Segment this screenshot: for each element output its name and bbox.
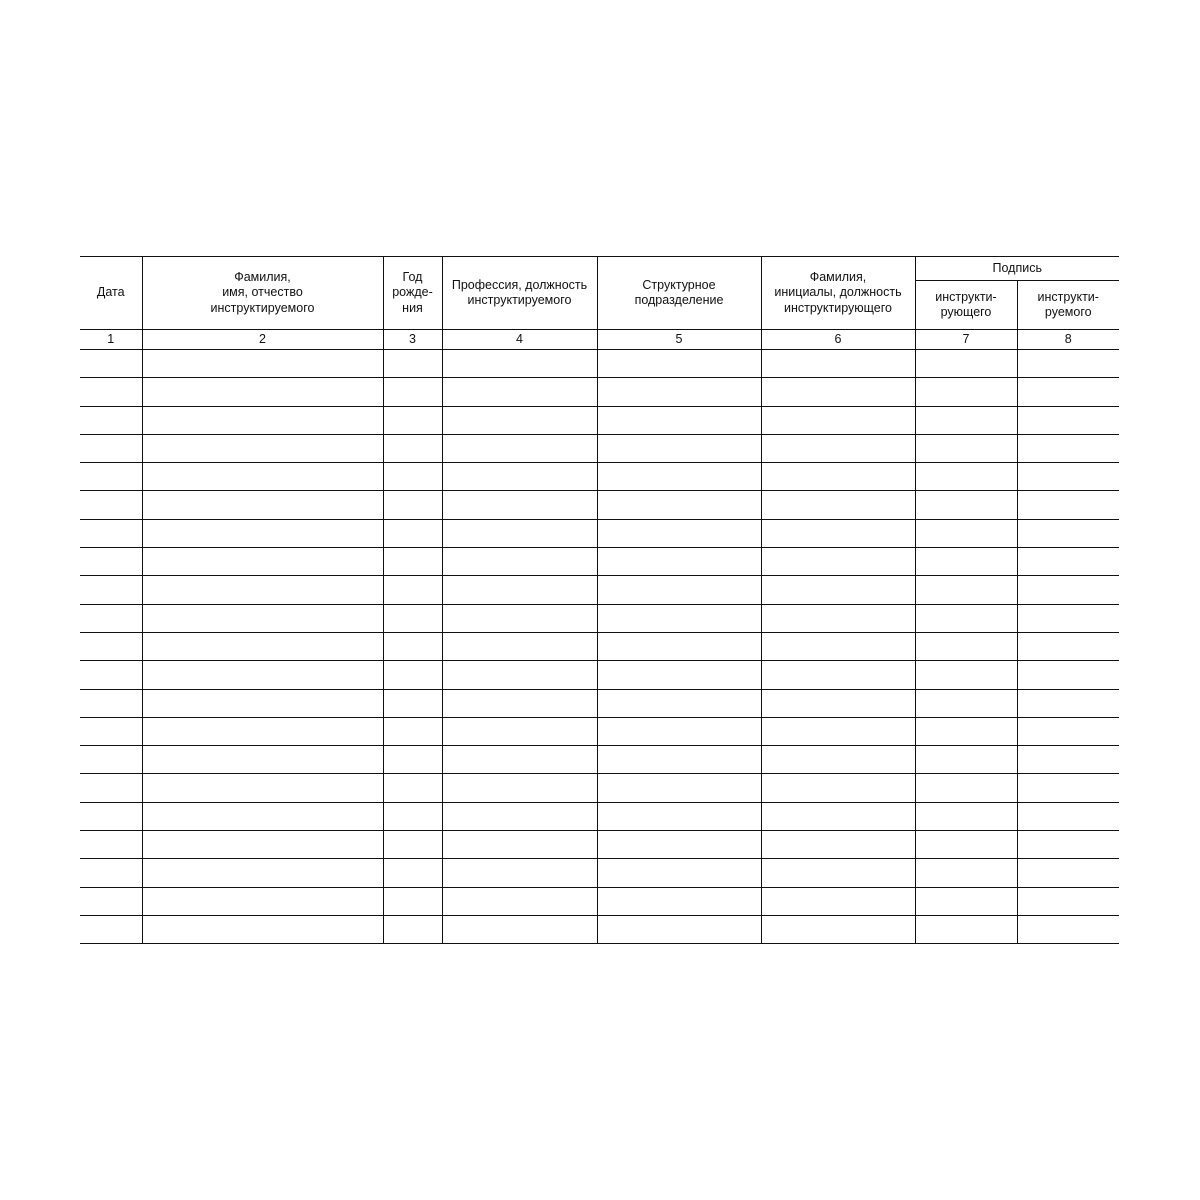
header-trainee-signature: инструкти- руемого xyxy=(1017,281,1119,330)
table-cell[interactable] xyxy=(1017,491,1119,519)
header-date: Дата xyxy=(80,257,142,330)
table-cell[interactable] xyxy=(442,350,597,378)
table-cell[interactable] xyxy=(597,774,761,802)
table-row xyxy=(80,406,1119,434)
column-number: 8 xyxy=(1017,330,1119,350)
table-cell[interactable] xyxy=(142,632,383,660)
table-cell[interactable] xyxy=(761,350,915,378)
column-number: 5 xyxy=(597,330,761,350)
table-cell[interactable] xyxy=(383,661,442,689)
table-cell[interactable] xyxy=(80,632,142,660)
table-cell[interactable] xyxy=(761,604,915,632)
table-cell[interactable] xyxy=(383,519,442,547)
table-cell[interactable] xyxy=(142,689,383,717)
table-cell[interactable] xyxy=(442,746,597,774)
table-cell[interactable] xyxy=(383,604,442,632)
table-cell[interactable] xyxy=(142,519,383,547)
table-row xyxy=(80,661,1119,689)
table-cell[interactable] xyxy=(383,406,442,434)
table-row xyxy=(80,717,1119,745)
table-cell[interactable] xyxy=(142,406,383,434)
table-cell[interactable] xyxy=(1017,548,1119,576)
table-cell[interactable] xyxy=(442,915,597,943)
table-cell[interactable] xyxy=(915,548,1017,576)
table-cell[interactable] xyxy=(761,434,915,462)
table-cell[interactable] xyxy=(142,463,383,491)
table-cell[interactable] xyxy=(1017,463,1119,491)
table-cell[interactable] xyxy=(597,689,761,717)
table-cell[interactable] xyxy=(1017,746,1119,774)
table-cell[interactable] xyxy=(442,661,597,689)
table-cell[interactable] xyxy=(80,661,142,689)
column-number: 4 xyxy=(442,330,597,350)
table-cell[interactable] xyxy=(915,915,1017,943)
table-cell[interactable] xyxy=(442,434,597,462)
table-cell[interactable] xyxy=(80,576,142,604)
table-cell[interactable] xyxy=(142,746,383,774)
table-cell[interactable] xyxy=(442,802,597,830)
table-cell[interactable] xyxy=(1017,434,1119,462)
table-cell[interactable] xyxy=(442,774,597,802)
table-cell[interactable] xyxy=(915,406,1017,434)
column-number-row xyxy=(80,330,1119,350)
table-cell[interactable] xyxy=(80,406,142,434)
table-cell[interactable] xyxy=(383,774,442,802)
table-cell[interactable] xyxy=(142,802,383,830)
table-cell[interactable] xyxy=(383,915,442,943)
table-cell[interactable] xyxy=(383,689,442,717)
table-cell[interactable] xyxy=(142,434,383,462)
table-row xyxy=(80,519,1119,547)
table-cell[interactable] xyxy=(597,746,761,774)
table-cell[interactable] xyxy=(915,350,1017,378)
table-cell[interactable] xyxy=(142,548,383,576)
header-trainee-full-name: Фамилия, имя, отчество инструктируемого xyxy=(142,257,383,330)
table-cell[interactable] xyxy=(915,434,1017,462)
table-cell[interactable] xyxy=(597,434,761,462)
table-cell[interactable] xyxy=(80,491,142,519)
table-cell[interactable] xyxy=(442,576,597,604)
table-cell[interactable] xyxy=(442,717,597,745)
table-cell[interactable] xyxy=(142,717,383,745)
table-cell[interactable] xyxy=(761,519,915,547)
table-cell[interactable] xyxy=(1017,378,1119,406)
table-cell[interactable] xyxy=(383,548,442,576)
table-cell[interactable] xyxy=(383,378,442,406)
table-cell[interactable] xyxy=(915,831,1017,859)
table-cell[interactable] xyxy=(383,802,442,830)
table-cell[interactable] xyxy=(442,519,597,547)
table-cell[interactable] xyxy=(80,519,142,547)
table-cell[interactable] xyxy=(142,491,383,519)
table-cell[interactable] xyxy=(383,434,442,462)
table-cell[interactable] xyxy=(915,378,1017,406)
table-row xyxy=(80,632,1119,660)
table-cell[interactable] xyxy=(142,915,383,943)
table-cell[interactable] xyxy=(80,434,142,462)
table-cell[interactable] xyxy=(142,859,383,887)
table-cell[interactable] xyxy=(597,548,761,576)
table-row xyxy=(80,689,1119,717)
table-cell[interactable] xyxy=(915,689,1017,717)
table-cell[interactable] xyxy=(80,774,142,802)
table-cell[interactable] xyxy=(383,717,442,745)
table-cell[interactable] xyxy=(761,632,915,660)
table-cell[interactable] xyxy=(80,350,142,378)
table-cell[interactable] xyxy=(80,887,142,915)
table-cell[interactable] xyxy=(761,831,915,859)
header-signature-group: Подпись xyxy=(915,257,1119,281)
table-row xyxy=(80,831,1119,859)
table-row xyxy=(80,463,1119,491)
table-cell[interactable] xyxy=(1017,576,1119,604)
table-cell[interactable] xyxy=(1017,632,1119,660)
table-cell[interactable] xyxy=(761,378,915,406)
table-cell[interactable] xyxy=(383,576,442,604)
table-cell[interactable] xyxy=(383,859,442,887)
header-trainee-position: Профессия, должность инструктируемого xyxy=(442,257,597,330)
table-row xyxy=(80,604,1119,632)
table-cell[interactable] xyxy=(597,519,761,547)
table-cell[interactable] xyxy=(142,350,383,378)
table-cell[interactable] xyxy=(142,887,383,915)
table-cell[interactable] xyxy=(597,915,761,943)
header-row xyxy=(80,257,1119,281)
table-cell[interactable] xyxy=(761,802,915,830)
table-cell[interactable] xyxy=(383,491,442,519)
header-instructor-name: Фамилия, инициалы, должность инструктирующего xyxy=(761,257,915,330)
table-row xyxy=(80,859,1119,887)
table-cell[interactable] xyxy=(597,491,761,519)
table-cell[interactable] xyxy=(597,463,761,491)
table-cell[interactable] xyxy=(1017,859,1119,887)
table-cell[interactable] xyxy=(761,491,915,519)
table-cell[interactable] xyxy=(1017,774,1119,802)
table-cell[interactable] xyxy=(597,350,761,378)
table-cell[interactable] xyxy=(1017,887,1119,915)
column-number: 2 xyxy=(142,330,383,350)
table-cell[interactable] xyxy=(383,632,442,660)
table-cell[interactable] xyxy=(915,859,1017,887)
table-cell[interactable] xyxy=(761,746,915,774)
table-cell[interactable] xyxy=(442,548,597,576)
table-cell[interactable] xyxy=(915,491,1017,519)
table-cell[interactable] xyxy=(442,604,597,632)
table-cell[interactable] xyxy=(80,802,142,830)
table-cell[interactable] xyxy=(142,661,383,689)
table-cell[interactable] xyxy=(442,632,597,660)
table-cell[interactable] xyxy=(1017,661,1119,689)
table-row xyxy=(80,802,1119,830)
column-number: 1 xyxy=(80,330,142,350)
table-cell[interactable] xyxy=(915,717,1017,745)
table-cell[interactable] xyxy=(915,632,1017,660)
table-cell[interactable] xyxy=(1017,802,1119,830)
table-cell[interactable] xyxy=(915,887,1017,915)
table-cell[interactable] xyxy=(597,717,761,745)
table-cell[interactable] xyxy=(761,661,915,689)
table-cell[interactable] xyxy=(761,859,915,887)
table-cell[interactable] xyxy=(761,915,915,943)
table-cell[interactable] xyxy=(383,831,442,859)
table-cell[interactable] xyxy=(80,548,142,576)
table-cell[interactable] xyxy=(142,378,383,406)
table-cell[interactable] xyxy=(80,859,142,887)
table-cell[interactable] xyxy=(597,831,761,859)
table-cell[interactable] xyxy=(597,859,761,887)
table-cell[interactable] xyxy=(597,887,761,915)
table-cell[interactable] xyxy=(597,802,761,830)
table-cell[interactable] xyxy=(142,576,383,604)
table-cell[interactable] xyxy=(915,576,1017,604)
table-cell[interactable] xyxy=(442,378,597,406)
table-row xyxy=(80,887,1119,915)
table-row xyxy=(80,434,1119,462)
header-instructor-signature: инструкти- рующего xyxy=(915,281,1017,330)
table-cell[interactable] xyxy=(80,746,142,774)
table-cell[interactable] xyxy=(142,604,383,632)
column-number: 3 xyxy=(383,330,442,350)
header-department: Структурное подразделение xyxy=(597,257,761,330)
table-cell[interactable] xyxy=(761,463,915,491)
table-cell[interactable] xyxy=(80,378,142,406)
table-row xyxy=(80,350,1119,378)
table-cell[interactable] xyxy=(383,746,442,774)
column-number: 6 xyxy=(761,330,915,350)
table-cell[interactable] xyxy=(761,689,915,717)
table-cell[interactable] xyxy=(915,604,1017,632)
table-cell[interactable] xyxy=(915,463,1017,491)
table-cell[interactable] xyxy=(442,887,597,915)
table-cell[interactable] xyxy=(442,859,597,887)
table-row xyxy=(80,576,1119,604)
table-cell[interactable] xyxy=(442,689,597,717)
table-cell[interactable] xyxy=(80,689,142,717)
table-cell[interactable] xyxy=(761,774,915,802)
table-row xyxy=(80,746,1119,774)
table-cell[interactable] xyxy=(1017,406,1119,434)
table-cell[interactable] xyxy=(1017,519,1119,547)
table-cell[interactable] xyxy=(80,915,142,943)
table-cell[interactable] xyxy=(597,378,761,406)
table-cell[interactable] xyxy=(142,774,383,802)
table-cell[interactable] xyxy=(597,632,761,660)
table-cell[interactable] xyxy=(442,406,597,434)
table-cell[interactable] xyxy=(1017,717,1119,745)
table-cell[interactable] xyxy=(142,831,383,859)
table-row xyxy=(80,548,1119,576)
table-cell[interactable] xyxy=(915,661,1017,689)
table-cell[interactable] xyxy=(1017,915,1119,943)
table-cell[interactable] xyxy=(1017,604,1119,632)
column-number: 7 xyxy=(915,330,1017,350)
table-cell[interactable] xyxy=(383,887,442,915)
table-cell[interactable] xyxy=(80,604,142,632)
table-cell[interactable] xyxy=(597,604,761,632)
table-cell[interactable] xyxy=(1017,689,1119,717)
table-cell[interactable] xyxy=(761,576,915,604)
table-body xyxy=(80,350,1119,944)
table-cell[interactable] xyxy=(915,519,1017,547)
table-cell[interactable] xyxy=(915,774,1017,802)
table-cell[interactable] xyxy=(442,491,597,519)
table-row xyxy=(80,491,1119,519)
table-cell[interactable] xyxy=(761,548,915,576)
table-cell[interactable] xyxy=(80,717,142,745)
table-cell[interactable] xyxy=(915,746,1017,774)
header-birth-year: Год рожде- ния xyxy=(383,257,442,330)
table-row xyxy=(80,915,1119,943)
briefing-log-table xyxy=(80,256,1119,944)
table-cell[interactable] xyxy=(597,406,761,434)
table-cell[interactable] xyxy=(80,463,142,491)
table-row xyxy=(80,774,1119,802)
table-cell[interactable] xyxy=(761,887,915,915)
table-cell[interactable] xyxy=(442,831,597,859)
table-row xyxy=(80,378,1119,406)
table-cell[interactable] xyxy=(597,661,761,689)
table-cell[interactable] xyxy=(383,463,442,491)
table-cell[interactable] xyxy=(761,406,915,434)
table-cell[interactable] xyxy=(597,576,761,604)
table-cell[interactable] xyxy=(761,717,915,745)
table-cell[interactable] xyxy=(383,350,442,378)
table-cell[interactable] xyxy=(80,831,142,859)
table-cell[interactable] xyxy=(442,463,597,491)
table-cell[interactable] xyxy=(1017,831,1119,859)
table-cell[interactable] xyxy=(1017,350,1119,378)
table-cell[interactable] xyxy=(915,802,1017,830)
